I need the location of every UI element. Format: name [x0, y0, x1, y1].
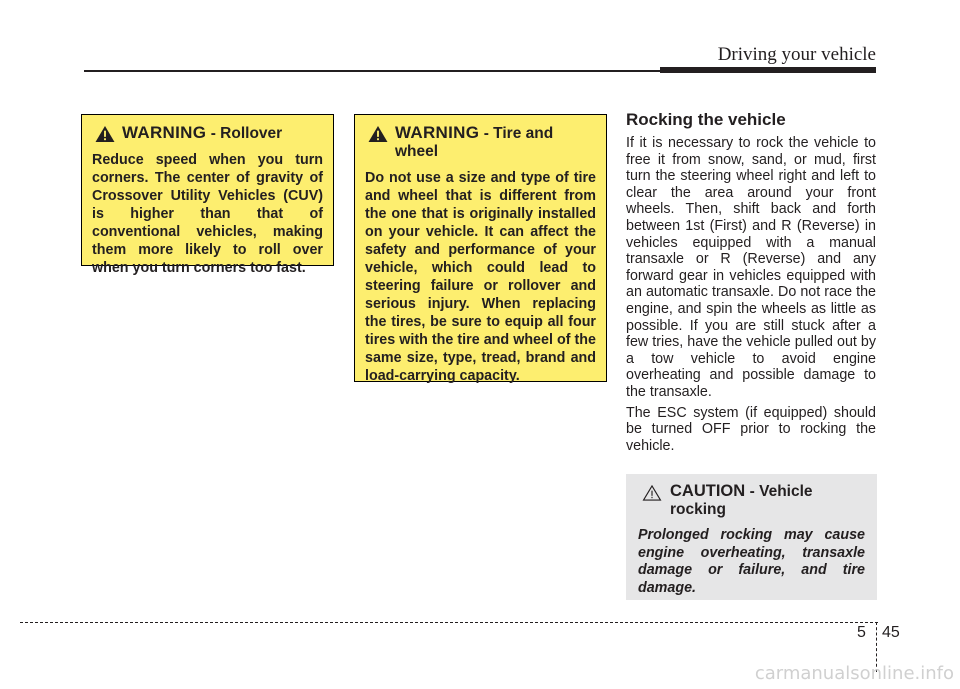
caution-subject: - Vehicle rocking: [670, 483, 813, 518]
paragraph: The ESC system (if equipped) should be turned OFF prior to rocking the vehicle.: [626, 404, 876, 454]
caution-label: CAUTION: [670, 482, 746, 500]
caution-box-vehicle-rocking: [626, 474, 877, 600]
page-number: 45: [882, 624, 900, 641]
section-title: Driving your vehicle: [717, 44, 876, 65]
paragraph: If it is necessary to rock the vehicle to free it from snow, sand, or mud, first turn the steering wheel right and left to clear the area around your front wheels. Then, shift back and forth between 1st (First) and R (Reverse) in vehicles equipped with a manual transaxle or R (Reverse) and any forward gear in vehicles equipped with an automatic transaxle. Do not race the engine, and spin the wheels as little as possible. If you are still stuck after a few tries, have the vehicle pulled out by a tow vehicle to avoid engine overheating and possible damage to the transaxle.: [626, 135, 876, 400]
watermark: carmanualsonline.info: [754, 663, 954, 684]
warning-label: WARNING: [122, 123, 207, 142]
warning-box-tire-and-wheel: [354, 114, 607, 382]
warning-header: [365, 123, 596, 161]
header-rule: [84, 70, 661, 72]
footer-rule: [20, 622, 878, 623]
warning-box-rollover: [81, 114, 334, 276]
section-body: [626, 135, 876, 458]
warning-body: Reduce speed when you turn corners. The center of gravity of Crossover Utility Vehicles (CUV) is higher than that of conventional vehicles, making them more likely to roll over when you turn corners too fast.: [92, 152, 323, 276]
section-heading: Rocking the vehicle: [626, 110, 786, 129]
warning-subject: - Tire and wheel: [395, 125, 554, 160]
warning-header: [92, 123, 323, 143]
warning-triangle-icon: [367, 125, 389, 143]
header-rule-accent: [660, 67, 876, 73]
warning-triangle-icon: [94, 125, 116, 143]
warning-subject: - Rollover: [210, 125, 283, 142]
warning-label: WARNING: [395, 123, 480, 142]
caution-triangle-icon: [642, 485, 662, 501]
caution-header: [638, 482, 865, 519]
chapter-number: 5: [857, 624, 866, 641]
caution-body: Prolonged rocking may cause engine overheating, transaxle damage or failure, and tire damage.: [638, 527, 865, 596]
warning-body: Do not use a size and type of tire and wheel that is different from the one that is originally installed on your vehicle. It can affect the safety and performance of your vehicle, which could lead to steering failure or rollover and serious injury. When replacing the tires, be sure to equip all four tires with the tire and wheel of the same size, type, tread, brand and load-carrying capacity.: [365, 170, 596, 384]
